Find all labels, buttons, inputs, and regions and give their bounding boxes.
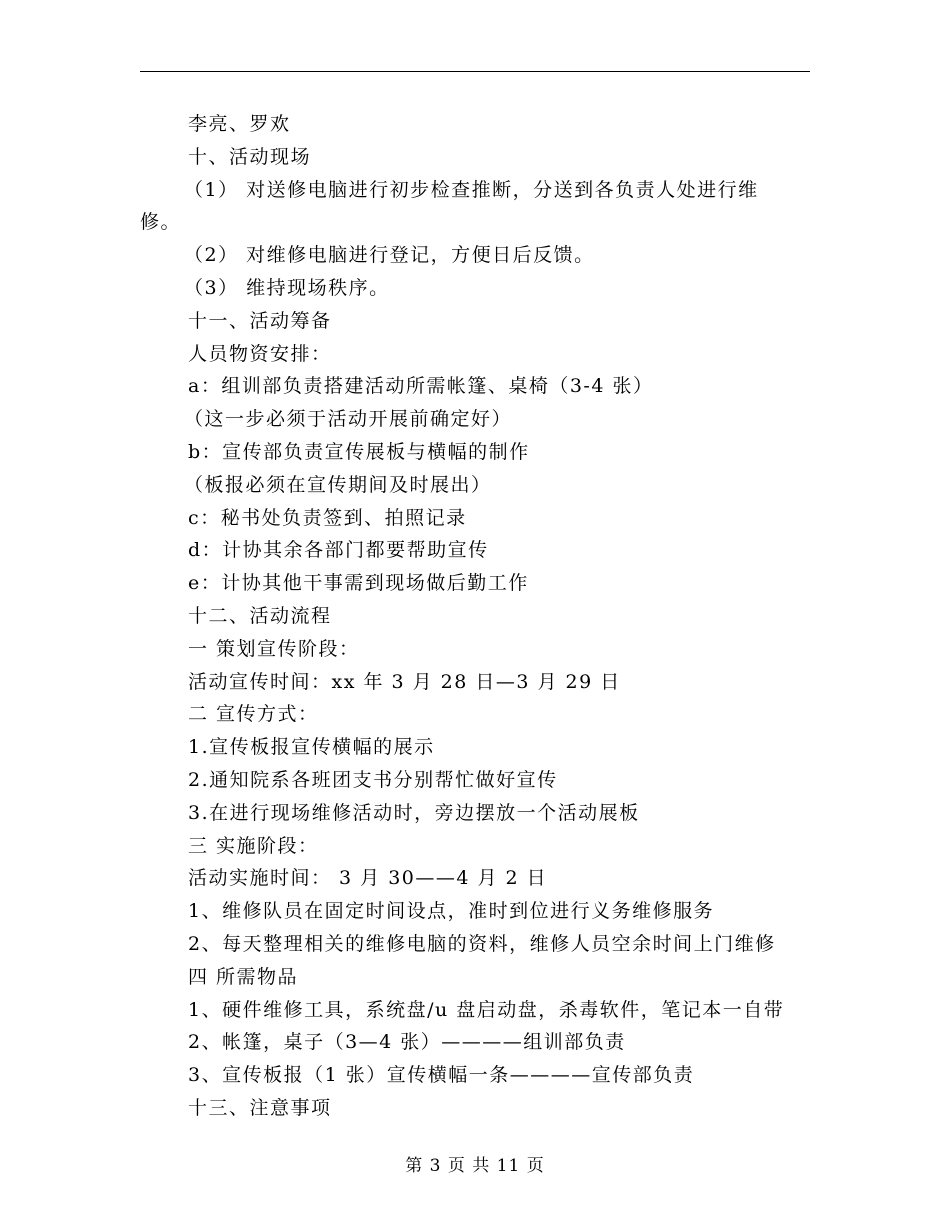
text-line: 1、维修队员在固定时间设点，准时到位进行义务维修服务 [188,900,715,923]
text-line: （1） 对送修电脑进行初步检查推断，分送到各负责人处进行维 [184,178,759,201]
text-line: d：计协其余各部门都要帮助宣传 [188,539,489,562]
text-line: 二 宣传方式： [188,703,319,726]
text-line: （这一步必须于活动开展前确定好） [184,408,513,431]
page-number: 第 3 页 共 11 页 [405,1156,545,1176]
text-line: 人员物资安排： [188,342,332,365]
text-line: c：秘书处负责签到、拍照记录 [188,506,467,529]
section-heading: 十一、活动筹备 [188,309,332,332]
section-heading: 十二、活动流程 [188,605,332,627]
section-heading: 十、活动现场 [188,145,312,168]
text-line: e：计协其他干事需到现场做后勤工作 [188,572,529,595]
text-line: （3） 维持现场秩序。 [184,277,390,299]
text-line: （板报必须在宣传期间及时展出） [184,473,492,496]
text-line: 1、硬件维修工具，系统盘/u 盘启动盘，杀毒软件，笔记本一自带 [188,998,785,1021]
text-line: 修。 [140,211,182,234]
text-line: 一 策划宣传阶段： [188,637,360,660]
text-line: （2） 对维修电脑进行登记，方便日后反馈。 [184,244,595,267]
text-line: 活动实施时间： 3 月 30——4 月 2 日 [188,867,548,890]
text-line: 四 所需物品 [188,965,299,988]
section-heading: 十三、注意事项 [188,1097,332,1119]
text-line: 三 实施阶段： [188,834,319,857]
text-line: 2、帐篷，桌子（3—4 张）————组训部负责 [188,1031,626,1054]
text-line: 3、宣传板报（1 张）宣传横幅一条————宣传部负责 [188,1064,695,1087]
text-line: b：宣传部负责宣传展板与横幅的制作 [188,441,530,463]
text-line: 李亮、罗欢 [188,113,291,135]
text-line: 1.宣传板报宣传横幅的展示 [188,736,435,759]
text-line: 3.在进行现场维修活动时，旁边摆放一个活动展板 [188,801,640,824]
header-rule [140,71,810,72]
text-line: a：组训部负责搭建活动所需帐篷、桌椅（3-4 张） [188,375,654,398]
text-line: 2.通知院系各班团支书分别帮忙做好宣传 [188,769,558,791]
text-line: 活动宣传时间：xx 年 3 月 28 日—3 月 29 日 [188,670,621,693]
text-line: 2、每天整理相关的维修电脑的资料，维修人员空余时间上门维修 [188,933,776,955]
